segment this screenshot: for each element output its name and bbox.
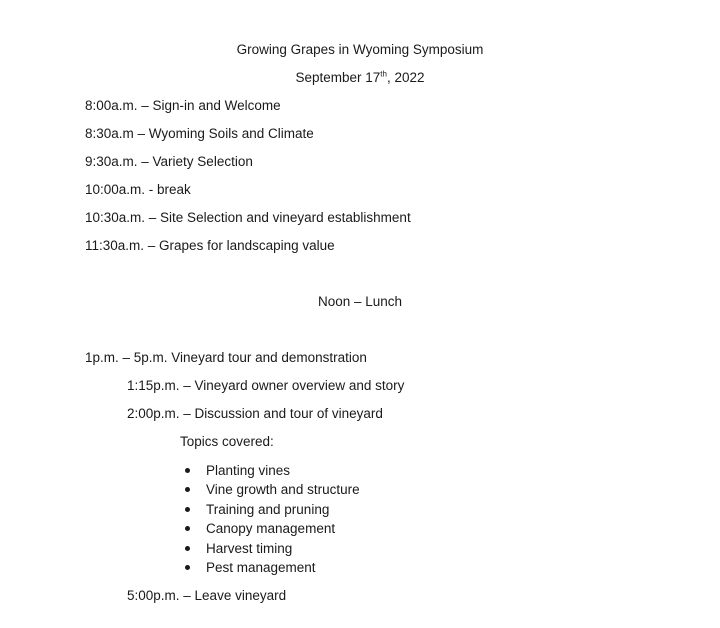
schedule-item: 8:00a.m. – Sign-in and Welcome (85, 98, 281, 113)
list-item (180, 500, 360, 519)
list-item (180, 539, 360, 558)
bullet-icon (185, 526, 190, 531)
schedule-item: 10:00a.m. - break (85, 182, 191, 197)
closing-item: 5:00p.m. – Leave vineyard (127, 588, 287, 603)
topic-label: Vine growth and structure (206, 482, 360, 498)
date-year: , 2022 (386, 70, 425, 85)
topic-label: Pest management (206, 559, 316, 575)
topic-label: Planting vines (206, 463, 291, 478)
list-item (180, 558, 360, 577)
topics-label: Topics covered: (180, 434, 274, 449)
afternoon-item: 2:00p.m. – Discussion and tour of vineyard (127, 406, 383, 421)
date-suffix: th (380, 69, 387, 79)
bullet-icon (185, 565, 190, 570)
bullet-icon (185, 546, 190, 551)
schedule-item: 9:30a.m. – Variety Selection (85, 154, 253, 169)
topics-list (180, 461, 360, 577)
schedule-item: 10:30a.m. – Site Selection and vineyard establishment (85, 210, 411, 225)
topic-label: Canopy management (206, 521, 336, 537)
list-item (180, 480, 360, 499)
topic-label: Harvest timing (206, 540, 293, 556)
document-date (0, 69, 720, 87)
bullet-icon (185, 507, 190, 512)
schedule-item: 11:30a.m. – Grapes for landscaping value (85, 238, 335, 253)
list-item (180, 519, 360, 538)
document-title: Growing Grapes in Wyoming Symposium (236, 42, 484, 57)
date-prefix: September 17 (295, 70, 381, 85)
schedule-item: 8:30a.m – Wyoming Soils and Climate (85, 126, 314, 141)
bullet-icon (185, 487, 190, 492)
list-item (180, 461, 360, 480)
noon-lunch: Noon – Lunch (317, 294, 403, 309)
topic-label: Training and pruning (206, 501, 330, 517)
afternoon-header: 1p.m. – 5p.m. Vineyard tour and demonstration (85, 350, 367, 365)
bullet-icon (185, 468, 190, 473)
afternoon-item: 1:15p.m. – Vineyard owner overview and story (127, 378, 405, 393)
